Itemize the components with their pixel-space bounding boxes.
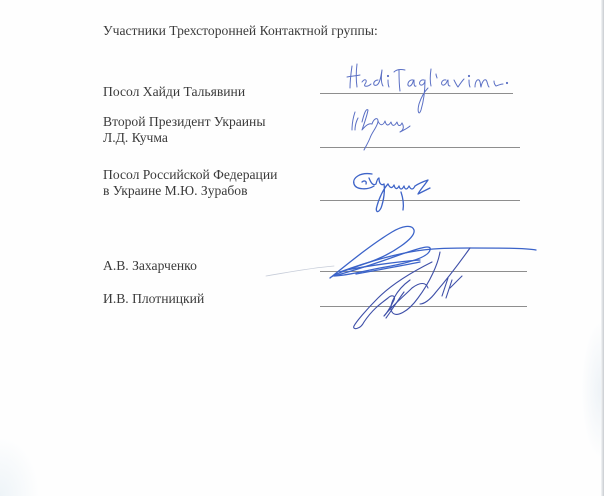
signature-line-plotnitsky — [320, 306, 527, 307]
signatory-kuchma — [103, 114, 265, 146]
signatory-tagliavini — [103, 84, 245, 100]
signature-line-tagliavini — [320, 93, 513, 94]
signatory-title: Посол Российской Федерации — [103, 167, 278, 182]
signature-zurabov-icon — [354, 174, 430, 212]
signature-line-kuchma — [320, 147, 520, 148]
signatory-name: А.В. Захарченко — [103, 258, 197, 273]
signature-plotnitsky-icon — [354, 248, 470, 329]
scan-tint-bottom-left — [0, 436, 40, 496]
document-heading: Участники Трехсторонней Контактной группы: — [103, 23, 378, 38]
signatory-name: Л.Д. Кучма — [103, 130, 168, 145]
signature-tagliavini-icon — [347, 64, 508, 113]
signature-line-zakharchenko — [320, 271, 527, 272]
signatory-zurabov — [103, 167, 277, 199]
signatory-name: И.В. Плотницкий — [103, 291, 205, 306]
signatory-name: в Украине М.Ю. Зурабов — [103, 183, 248, 198]
signatory-title: Второй Президент Украины — [103, 114, 266, 129]
scan-tint-right — [581, 320, 601, 460]
signature-kuchma-icon — [352, 110, 410, 150]
signatory-zakharchenko — [103, 258, 197, 274]
signatory-title: Посол Хайди Тальявини — [103, 84, 246, 99]
signature-line-zurabov — [320, 200, 520, 201]
signatory-plotnitsky — [103, 291, 204, 307]
